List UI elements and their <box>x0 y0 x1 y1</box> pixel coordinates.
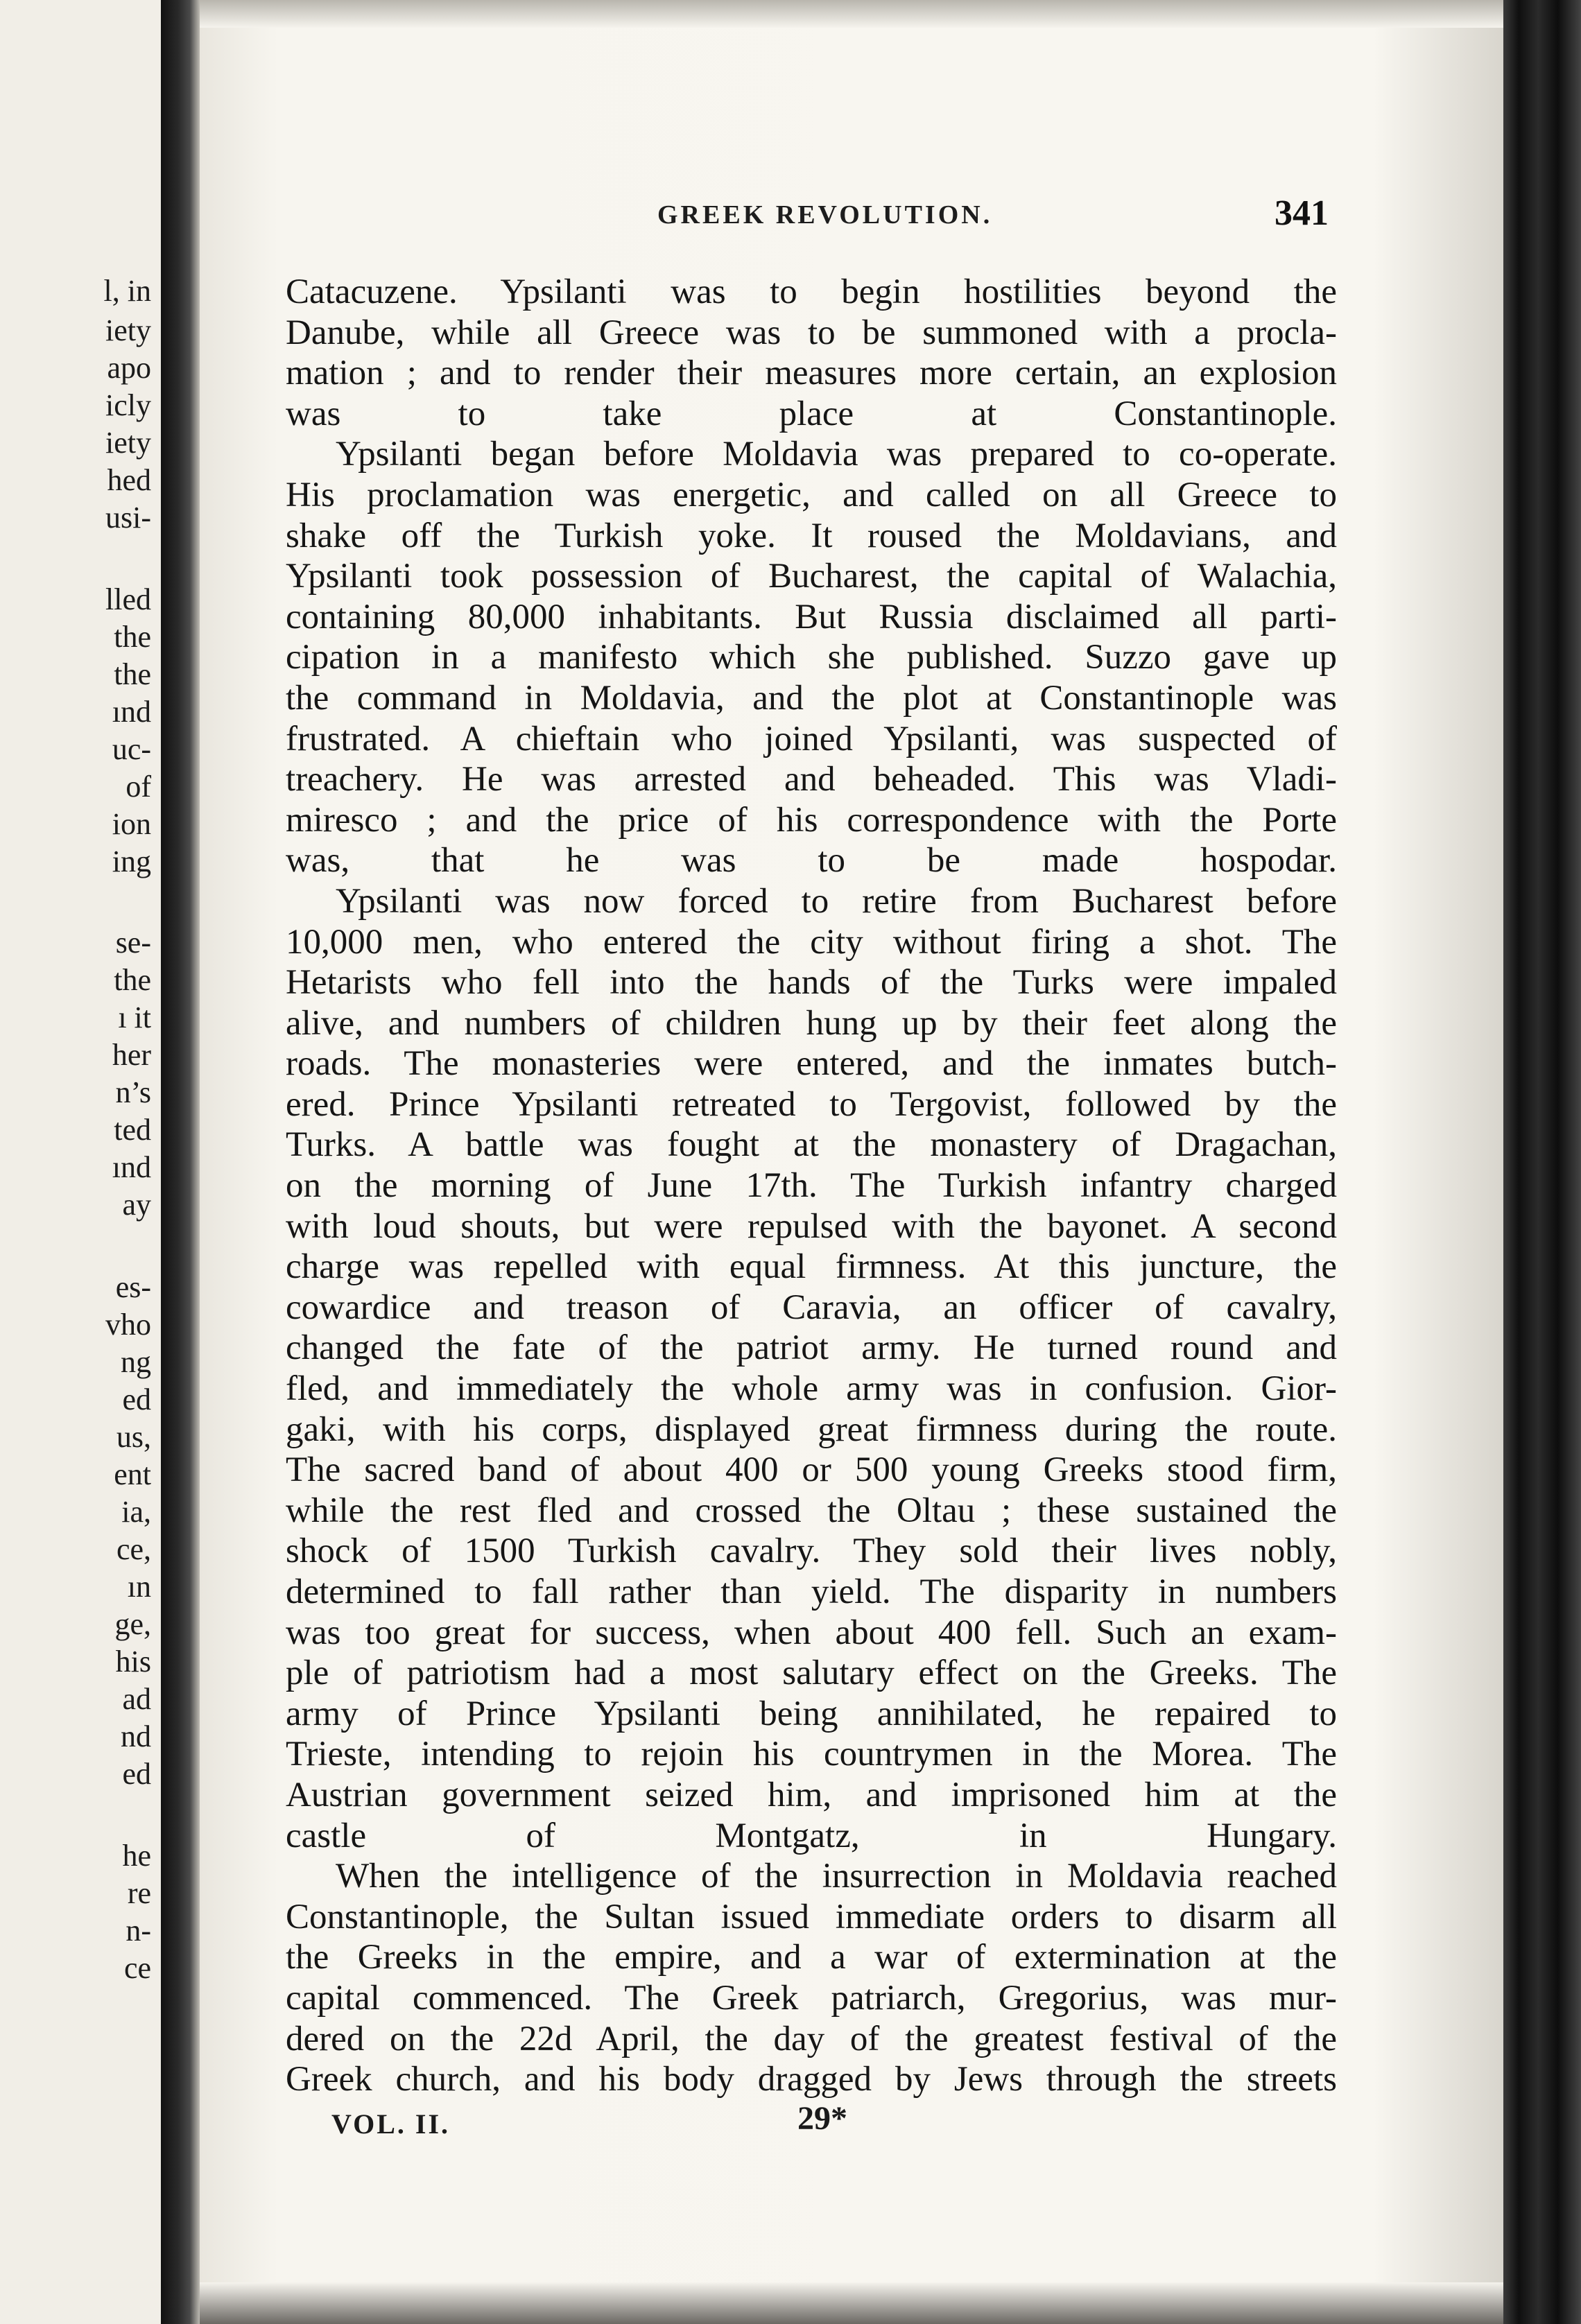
left-page-text-fragment: ge, <box>114 1607 151 1641</box>
left-page-text-fragment: n’s <box>115 1075 151 1109</box>
text-line: Constantinople, the Sultan issued immediate orders to disarm all <box>286 1897 1337 1936</box>
left-page-text-fragment: ınd <box>112 1150 151 1184</box>
left-page-text-fragment: hed <box>107 463 151 497</box>
text-line: army of Prince Ypsilanti being annihilated, he repaired to <box>286 1694 1337 1733</box>
left-page-text-fragment: n- <box>126 1914 151 1948</box>
left-page-text-fragment: l, in <box>103 274 151 308</box>
left-page-text-fragment: lled <box>105 582 151 616</box>
left-page-text-fragment: us, <box>116 1420 151 1454</box>
signature-mark: VOL. II. <box>331 2108 451 2140</box>
text-line: while the rest fled and crossed the Oltau ; these sustained the <box>286 1491 1337 1530</box>
left-page-text-fragment: ed <box>122 1382 151 1416</box>
left-page-text-fragment: his <box>115 1645 151 1679</box>
text-line: When the intelligence of the insurrection in Moldavia reached <box>336 1857 1337 1896</box>
left-page-text-fragment: iety <box>105 426 151 460</box>
book-gutter <box>161 0 200 2324</box>
text-line: Trieste, intending to rejoin his countrymen in the Morea. The <box>286 1735 1337 1774</box>
text-line: cipation in a manifesto which she published. Suzzo gave up <box>286 638 1337 677</box>
left-page-text-fragment: of <box>126 770 151 804</box>
left-page-text-fragment: ng <box>121 1345 151 1379</box>
signature-number: 29* <box>797 2100 847 2137</box>
left-page-text-fragment: ı it <box>118 1000 151 1034</box>
text-line: Ypsilanti was now forced to retire from Bucharest before <box>336 881 1337 921</box>
text-body <box>286 272 1337 2100</box>
text-line: shake off the Turkish yoke. It roused the Moldavians, and <box>286 516 1337 555</box>
text-line: gaki, with his corps, displayed great firmness during the route. <box>286 1410 1337 1449</box>
left-page-text-fragment: uc- <box>112 732 151 766</box>
left-page-text-fragment: ing <box>112 844 151 878</box>
paragraph <box>286 434 1337 881</box>
left-page-text-fragment: ent <box>114 1457 151 1491</box>
page-bottom-shadow <box>200 2282 1503 2324</box>
left-page-text-fragment: iety <box>105 313 151 347</box>
text-line: Catacuzene. Ypsilanti was to begin hostilities beyond the <box>286 272 1337 311</box>
text-line: changed the fate of the patriot army. He turned round and <box>286 1328 1337 1368</box>
left-page-text-fragment: ion <box>112 807 151 841</box>
text-line: The sacred band of about 400 or 500 young Greeks stood firm, <box>286 1450 1337 1490</box>
left-page-text-fragment: ia, <box>121 1495 151 1529</box>
text-line: mation ; and to render their measures more certain, an explosion <box>286 354 1337 393</box>
text-line: cowardice and treason of Caravia, an officer of cavalry, <box>286 1287 1337 1327</box>
page-number: 341 <box>1275 193 1329 233</box>
left-page-text-fragment: the <box>114 620 151 654</box>
left-page-text-fragment: re <box>127 1876 151 1910</box>
text-line: Danube, while all Greece was to be summoned with a procla- <box>286 313 1337 352</box>
paragraph <box>286 272 1337 434</box>
left-page-text-fragment: se- <box>115 926 151 960</box>
paragraph <box>286 881 1337 1856</box>
left-page-text-fragment: the <box>114 657 151 691</box>
left-page-text-fragment: her <box>112 1038 151 1072</box>
text-line: was too great for success, when about 400 fell. Such an exam- <box>286 1613 1337 1652</box>
text-line: Turks. A battle was fought at the monastery of Dragachan, <box>286 1125 1337 1165</box>
left-page-text-fragment: ce, <box>116 1532 151 1566</box>
text-line: fled, and immediately the whole army was in confusion. Gior- <box>286 1369 1337 1409</box>
text-line: Austrian government seized him, and imprisoned him at the <box>286 1775 1337 1814</box>
text-line: alive, and numbers of children hung up by their feet along the <box>286 1003 1337 1043</box>
left-page-fragment <box>0 0 161 2324</box>
text-line: castle of Montgatz, in Hungary. <box>286 1816 1337 1855</box>
left-page-text-fragment: ted <box>114 1113 151 1147</box>
text-line: miresco ; and the price of his correspondence with the Porte <box>286 800 1337 840</box>
left-page-text-fragment: es- <box>115 1270 151 1304</box>
left-page-text-fragment: ad <box>122 1682 151 1716</box>
text-line: ple of patriotism had a most salutary effect on the Greeks. The <box>286 1654 1337 1693</box>
left-page-text-fragment: ın <box>127 1570 151 1604</box>
book-right-edge <box>1503 0 1581 2324</box>
text-line: ered. Prince Ypsilanti retreated to Tergovist, followed by the <box>286 1084 1337 1124</box>
left-page-text-fragment: ay <box>122 1188 151 1222</box>
text-line: dered on the 22d April, the day of the greatest festival of the <box>286 2019 1337 2058</box>
text-line: capital commenced. The Greek patriarch, Gregorius, was mur- <box>286 1978 1337 2018</box>
text-line: was to take place at Constantinople. <box>286 394 1337 433</box>
text-line: Greek church, and his body dragged by Jews through the streets <box>286 2060 1337 2099</box>
text-line: roads. The monasteries were entered, and the inmates butch- <box>286 1044 1337 1084</box>
text-line: His proclamation was energetic, and called on all Greece to <box>286 475 1337 514</box>
text-line: with loud shouts, but were repulsed with the bayonet. A second <box>286 1206 1337 1246</box>
text-line: determined to fall rather than yield. The disparity in numbers <box>286 1572 1337 1611</box>
text-line: shock of 1500 Turkish cavalry. They sold their lives nobly, <box>286 1532 1337 1571</box>
left-page-text-fragment: ed <box>122 1757 151 1791</box>
left-page-text-fragment: icly <box>105 388 151 422</box>
left-page-text-fragment: the <box>114 963 151 997</box>
left-page-text-fragment: apo <box>107 351 151 385</box>
left-page-text-fragment: ce <box>123 1951 151 1985</box>
left-page-text-fragment: vho <box>105 1308 151 1342</box>
text-line: the command in Moldavia, and the plot at Constantinople was <box>286 678 1337 718</box>
paragraph <box>286 1856 1337 2100</box>
left-page-text-fragment: ınd <box>112 695 151 729</box>
text-line: treachery. He was arrested and beheaded. This was Vladi- <box>286 760 1337 799</box>
text-line: was, that he was to be made hospodar. <box>286 841 1337 881</box>
text-line: Hetarists who fell into the hands of the Turks were impaled <box>286 963 1337 1003</box>
text-line: the Greeks in the empire, and a war of extermination at the <box>286 1938 1337 1977</box>
text-line: Ypsilanti began before Moldavia was prepared to co-operate. <box>336 435 1337 474</box>
text-line: containing 80,000 inhabitants. But Russia disclaimed all parti- <box>286 597 1337 636</box>
left-page-text-fragment: he <box>122 1839 151 1873</box>
text-line: Ypsilanti took possession of Bucharest, the capital of Walachia, <box>286 557 1337 596</box>
text-line: 10,000 men, who entered the city without firing a shot. The <box>286 922 1337 962</box>
text-line: on the morning of June 17th. The Turkish infantry charged <box>286 1166 1337 1206</box>
text-line: frustrated. A chieftain who joined Ypsilanti, was suspected of <box>286 719 1337 758</box>
left-page-text-fragment: nd <box>121 1719 151 1753</box>
running-title: GREEK REVOLUTION. <box>657 200 993 229</box>
left-page-text-fragment: usi- <box>105 501 151 535</box>
text-line: charge was repelled with equal firmness. At this juncture, the <box>286 1247 1337 1287</box>
page-top-shadow <box>200 0 1503 28</box>
